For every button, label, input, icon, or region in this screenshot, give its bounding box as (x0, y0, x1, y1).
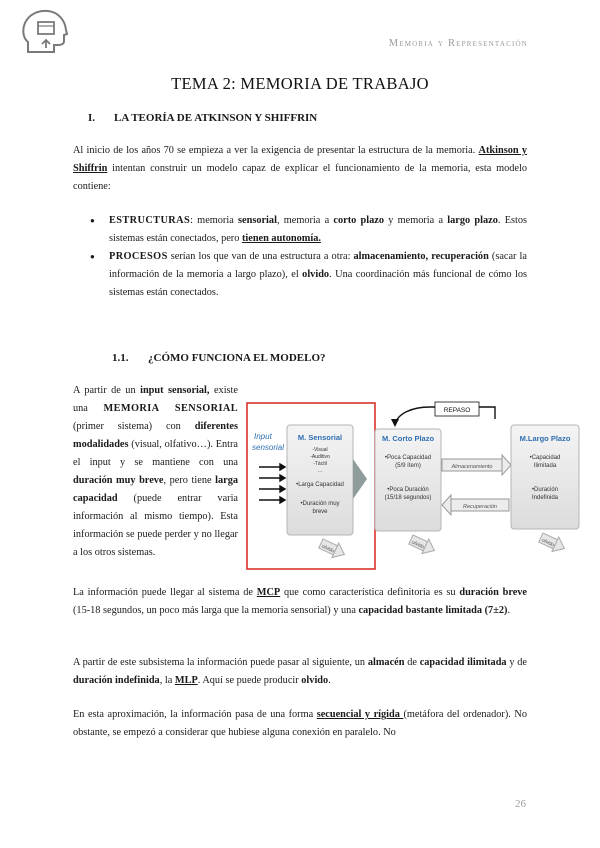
text-run: existe una (73, 385, 238, 414)
emphasis: diferentes modalidades (73, 421, 238, 450)
mlp-capacity: •Capacidad (529, 455, 561, 461)
mcp-capacity: (5/9 ítem) (395, 463, 421, 469)
text-run: serían los que van de una estructura a otra: (167, 251, 354, 262)
structure-list (109, 212, 527, 302)
mlp-title: M.Largo Plazo (519, 434, 571, 443)
emphasis: duración breve (459, 587, 528, 598)
sensory-memory-paragraph (73, 382, 238, 562)
emphasis: MCP (256, 587, 281, 598)
section-heading-1 (88, 112, 317, 124)
text-run: y memoria a (384, 215, 448, 226)
mcp-duration: (15/18 segundos) (384, 495, 432, 501)
running-head: Memoria y Representación (388, 38, 528, 49)
text-run: . (328, 675, 331, 686)
text-run: Al inicio de los años 70 se empieza a ver la exigencia de presentar la estructura de la memoria. (73, 145, 476, 156)
text-run: : memoria (190, 215, 239, 226)
sensory-duration: breve (312, 509, 328, 515)
emphasis: MLP (174, 675, 198, 686)
svg-text:olvido: olvido (320, 543, 335, 555)
emphasis: olvido (302, 269, 330, 280)
svg-text:olvido: olvido (540, 537, 555, 549)
input-label: sensorial (252, 443, 285, 452)
mcp-paragraph (73, 584, 527, 620)
sensory-title: M. Sensorial (297, 433, 343, 442)
term: MEMORIA SENSORIAL (103, 403, 238, 414)
sensory-item: -Auditivo (310, 454, 330, 460)
head-document-logo-icon (20, 8, 70, 58)
text-run: , la (159, 675, 175, 686)
list-item-procesos (109, 248, 527, 302)
text-run: (puede entrar varia información al mismo tiempo). Esta información se puede perder y no llegar a los otros sistemas. (73, 493, 238, 558)
sequential-paragraph (73, 706, 527, 742)
section-title: LA TEORÍA DE ATKINSON Y SHIFFRIN (114, 112, 318, 124)
text-run: intentan construir un modelo capaz de explicar el funcionamiento de la memoria, esta modelo contiene: (73, 163, 527, 192)
text-run: que como característica definitoria es su (280, 587, 460, 598)
svg-text:Almacenamiento: Almacenamiento (451, 464, 493, 470)
text-run: A partir de un (73, 385, 141, 396)
section-number: I. (88, 112, 96, 124)
emphasis: almacenamiento, recuperación (353, 251, 489, 262)
text-run: , memoria a (276, 215, 334, 226)
svg-text:Recuperación: Recuperación (463, 504, 497, 510)
emphasis: capacidad ilimitada (419, 657, 507, 668)
text-run: (sacar la información de la memoria a largo plazo), el (109, 251, 527, 280)
emphasis: input sensorial, (140, 385, 210, 396)
text-run: (15-18 segundos, un poco más larga que la memoria sensorial) y una (73, 605, 359, 616)
input-label: Input (254, 432, 272, 441)
text-run: A partir de este subsistema la información puede pasar al siguiente, un (73, 657, 368, 668)
term: PROCESOS (109, 251, 168, 262)
svg-text:olvido: olvido (410, 539, 425, 551)
emphasis: almacén (367, 657, 405, 668)
text-run: (primer sistema) con (73, 421, 195, 432)
mlp-duration: Indefinida (531, 495, 559, 501)
list-item-estructuras (109, 212, 527, 248)
sensory-item: … (317, 468, 323, 474)
text-run: (visual, olfativo…). Entra el input y se mantiene con una (73, 439, 238, 468)
text-run: . (507, 605, 511, 616)
emphasis: corto plazo (333, 215, 384, 226)
subsection-title: ¿CÓMO FUNCIONA EL MODELO? (148, 352, 326, 364)
atkinson-shiffrin-diagram (245, 401, 583, 573)
sensory-item: -Táctil (313, 461, 327, 467)
page-number: 26 (515, 798, 526, 810)
page-title: TEMA 2: MEMORIA DE TRABAJO (171, 74, 429, 93)
text-run: y de (506, 657, 527, 668)
forgetting-arrow (408, 532, 438, 557)
mlp-duration: •Duración (531, 487, 559, 493)
emphasis: larga capacidad (73, 475, 239, 504)
intro-paragraph (73, 142, 527, 196)
mcp-capacity: •Poca Capacidad (384, 455, 432, 461)
text-run: . Estos sistemas están conectados, pero (109, 215, 528, 244)
term: ESTRUCTURAS (109, 215, 191, 226)
repaso-label: REPASO (443, 407, 471, 414)
mlp-paragraph (73, 654, 527, 690)
forgetting-arrow (538, 530, 568, 555)
text-run: . Aquí se puede producir (197, 675, 302, 686)
emphasis: secuencial y rígida (316, 709, 404, 720)
subsection-number: 1.1. (112, 352, 129, 364)
mcp-duration: •Poca Duración (387, 487, 429, 493)
emphasis: capacidad bastante limitada (7±2) (358, 605, 508, 616)
mcp-title: M. Corto Plazo (381, 434, 435, 443)
sensory-item: -Visual (312, 447, 328, 453)
text-run: . Una coordinación más funcional de cómo los sistemas están conectados. (109, 269, 527, 298)
authors-emphasis: Atkinson y Shiffrin (73, 145, 527, 174)
text-run: de (404, 657, 420, 668)
sensory-capacity: •Larga Capacidad (296, 482, 344, 488)
emphasis: sensorial (238, 215, 277, 226)
emphasis: largo plazo (447, 215, 498, 226)
emphasis: tienen autonomía. (241, 233, 321, 244)
text-run: La información puede llegar al sistema de (73, 587, 257, 598)
subsection-heading (112, 352, 326, 364)
retrieval-arrow (442, 495, 509, 515)
emphasis: olvido (301, 675, 329, 686)
text-run: En esta aproximación, la información pasa de una forma (73, 709, 317, 720)
emphasis: duración indefinida (73, 675, 160, 686)
text-run: , pero tiene (163, 475, 216, 486)
sensory-duration: •Duración muy (300, 501, 340, 507)
storage-arrow (442, 455, 511, 475)
text-run: (metáfora del ordenador). No obstante, se empezó a considerar que hubiese alguna conexión en paralelo. No (73, 709, 527, 738)
short-term-memory-box (375, 429, 441, 531)
emphasis: duración muy breve (73, 475, 164, 486)
mlp-capacity: Ilimitada (533, 463, 557, 469)
